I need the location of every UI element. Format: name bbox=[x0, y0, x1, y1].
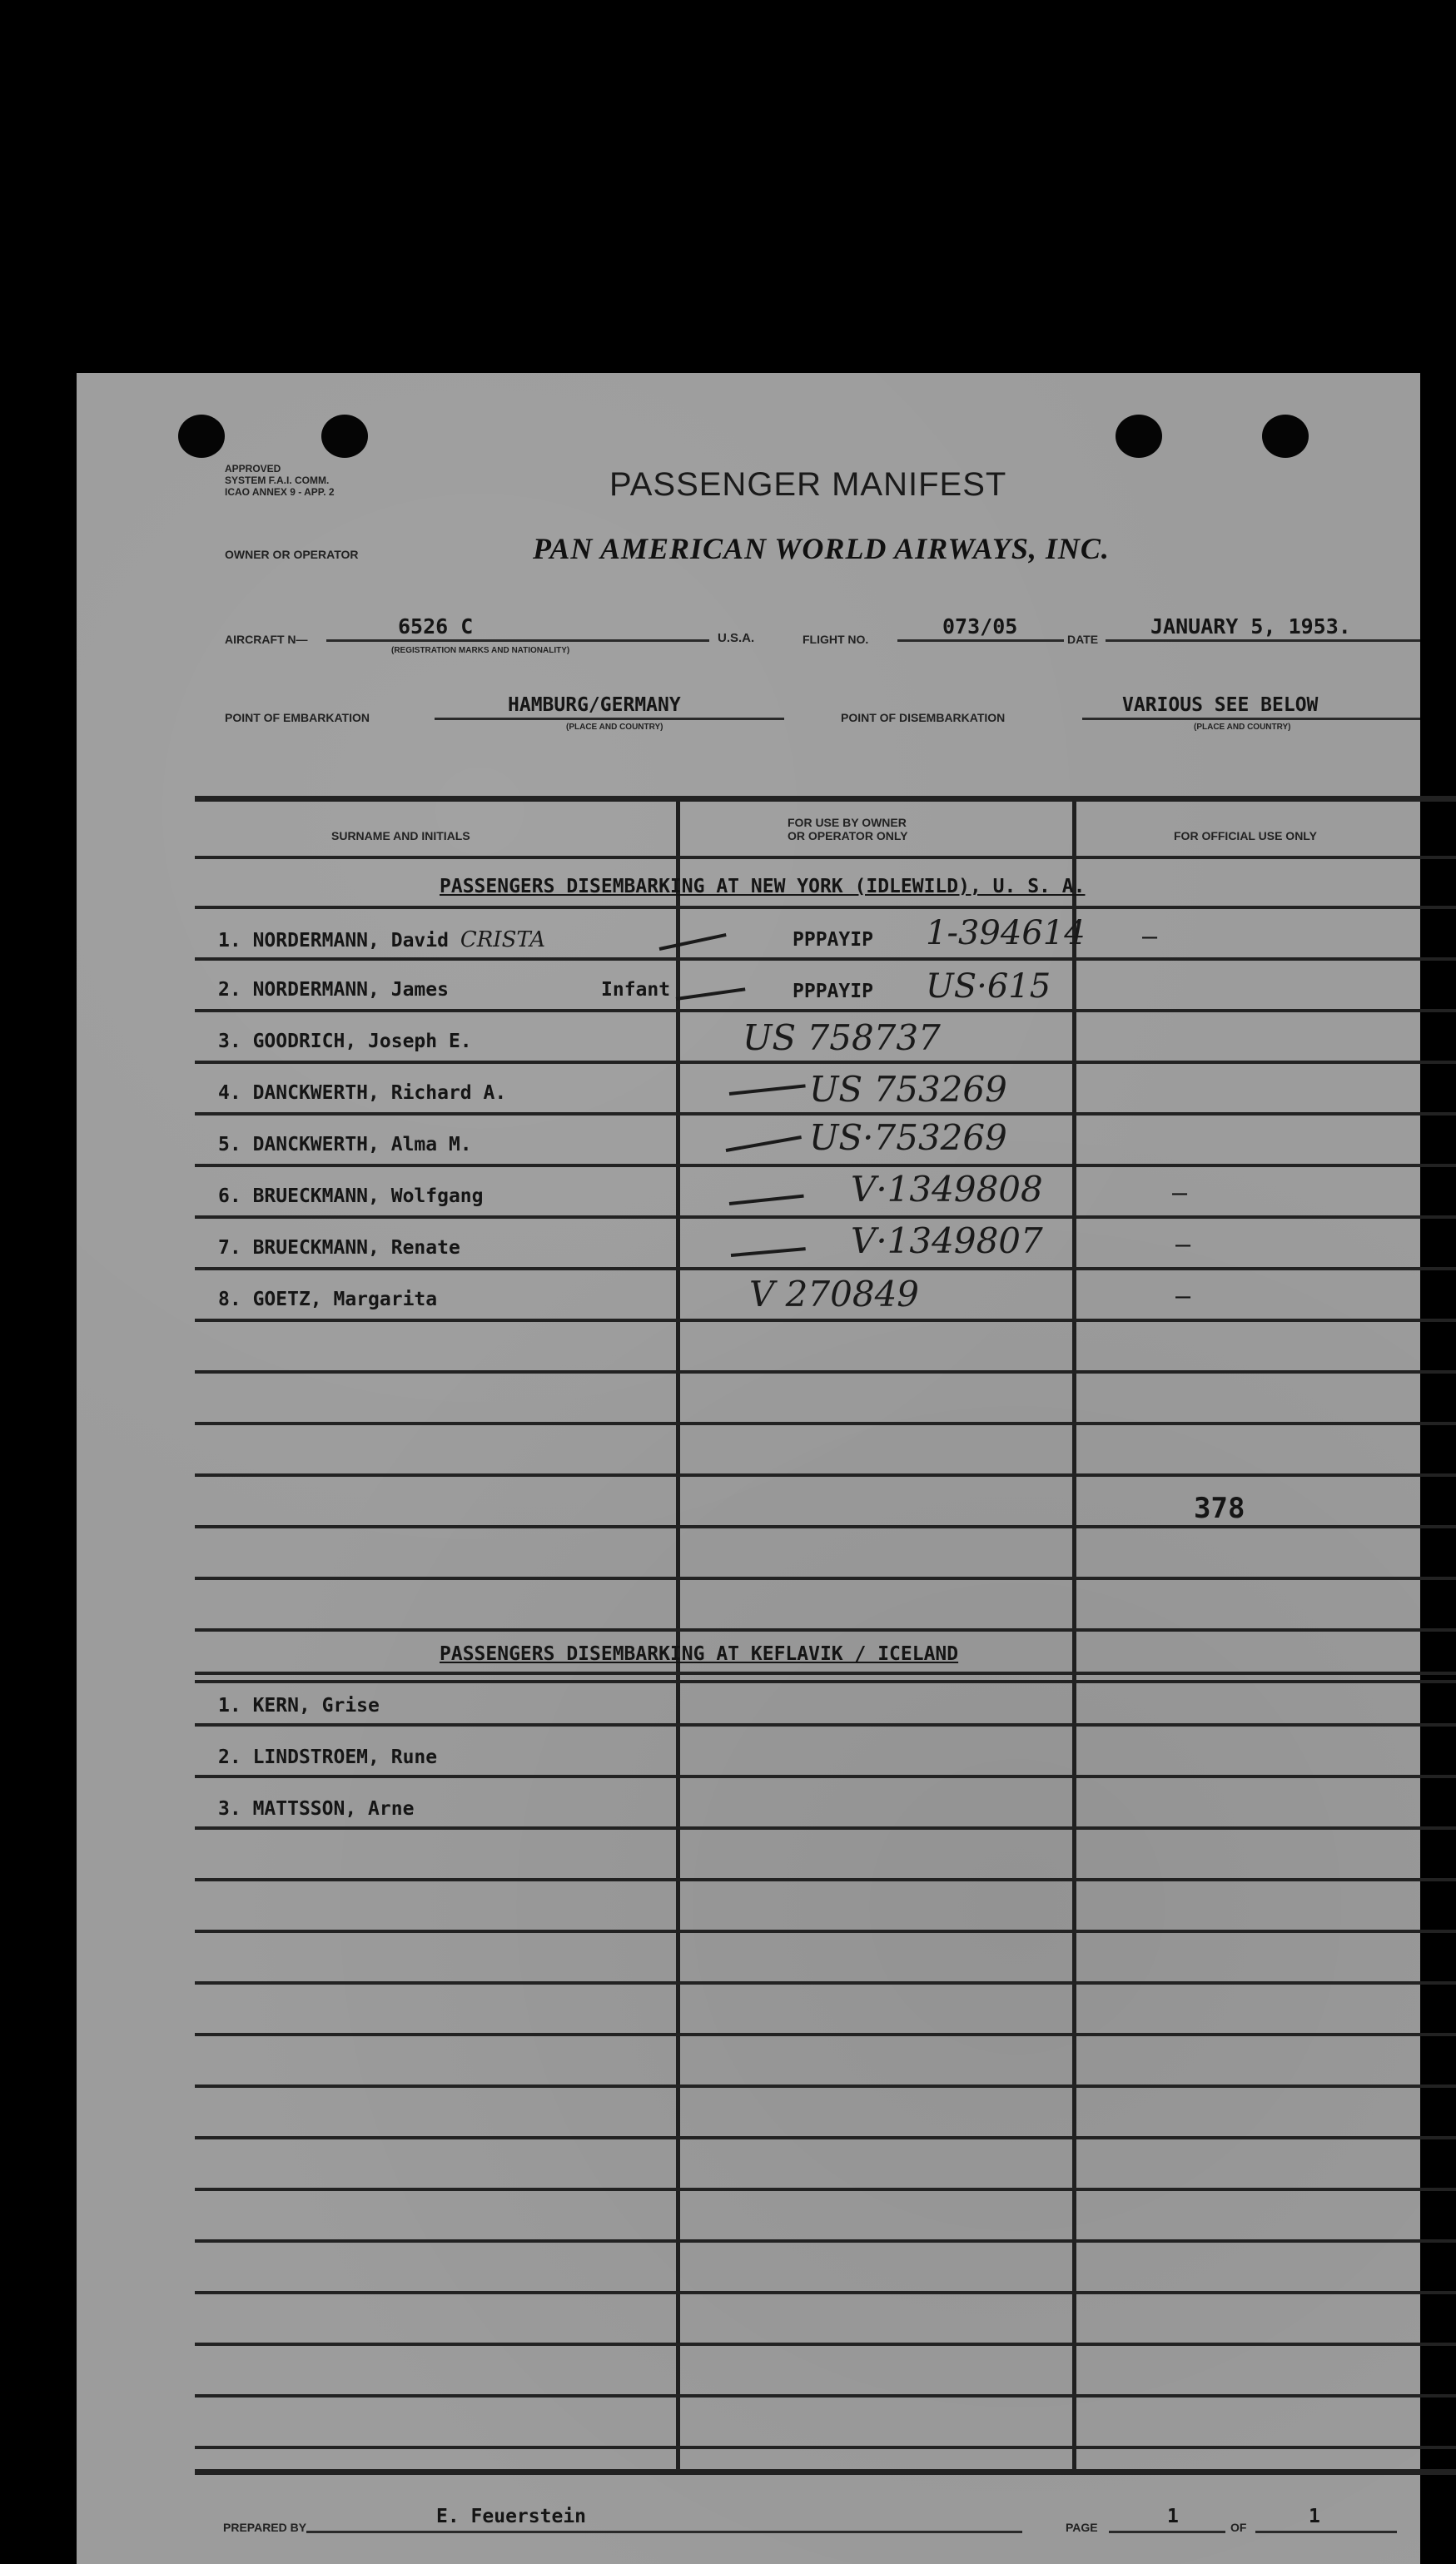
row-rule bbox=[195, 906, 1456, 909]
punch-hole-icon bbox=[321, 415, 368, 458]
embarkation-value: HAMBURG/GERMANY bbox=[508, 694, 681, 716]
passenger-document: V·1349807 bbox=[851, 1220, 1043, 1261]
aircraft-value: 6526 C bbox=[398, 614, 474, 639]
embarkation-underline bbox=[435, 718, 784, 720]
disembarkation-underline bbox=[1082, 718, 1420, 720]
page-value: 1 bbox=[1167, 2506, 1179, 2527]
flight-value: 073/05 bbox=[942, 614, 1018, 639]
passenger-name: LINDSTROEM, Rune bbox=[252, 1747, 438, 1768]
aircraft-caption: (REGISTRATION MARKS AND NATIONALITY) bbox=[391, 646, 570, 655]
passenger-code: PPPAYIP bbox=[793, 929, 873, 951]
list-item bbox=[218, 979, 449, 1001]
passenger-document: V·1349808 bbox=[851, 1169, 1043, 1210]
row-rule bbox=[195, 2394, 1456, 2398]
of-label: OF bbox=[1230, 2521, 1247, 2534]
stamp-number: 378 bbox=[1194, 1492, 1245, 1525]
disembarkation-label: POINT OF DISEMBARKATION bbox=[841, 711, 1006, 724]
row-rule bbox=[195, 1370, 1456, 1374]
row-rule bbox=[195, 1775, 1456, 1778]
list-item bbox=[218, 1289, 437, 1310]
approval-block bbox=[225, 463, 335, 498]
col-header-surname: SURNAME AND INITIALS bbox=[331, 829, 470, 842]
row-rule bbox=[195, 1267, 1456, 1270]
passenger-document: US 753269 bbox=[809, 1069, 1007, 1110]
list-item bbox=[218, 1798, 414, 1820]
approval-line-2: SYSTEM F.A.I. COMM. bbox=[225, 475, 330, 486]
passenger-number: 8. bbox=[218, 1289, 241, 1310]
punch-hole-icon bbox=[1116, 415, 1162, 458]
passenger-name: NORDERMANN, David bbox=[252, 930, 449, 952]
row-rule bbox=[195, 1061, 1456, 1064]
row-rule bbox=[195, 1981, 1456, 1985]
row-rule bbox=[195, 1164, 1456, 1167]
passenger-number: 6. bbox=[218, 1185, 241, 1207]
passenger-name: MATTSSON, Arne bbox=[252, 1798, 415, 1820]
row-rule bbox=[195, 2446, 1456, 2449]
of-underline bbox=[1255, 2531, 1397, 2533]
flight-underline bbox=[897, 639, 1064, 642]
table-top-rule bbox=[195, 796, 1456, 802]
list-item bbox=[218, 1695, 380, 1717]
passenger-document: V 270849 bbox=[749, 1274, 920, 1314]
passenger-extra: Infant bbox=[601, 979, 671, 1001]
row-rule bbox=[195, 1319, 1456, 1322]
official-mark: — bbox=[1175, 1282, 1191, 1311]
row-rule bbox=[195, 1672, 1456, 1675]
passenger-code: PPPAYIP bbox=[793, 981, 873, 1002]
passenger-document: US·753269 bbox=[809, 1117, 1007, 1158]
passenger-name: DANCKWERTH, Richard A. bbox=[252, 1082, 507, 1104]
approval-line-1: APPROVED bbox=[225, 463, 281, 475]
check-mark-icon bbox=[659, 933, 727, 951]
row-rule bbox=[195, 2033, 1456, 2036]
passenger-number: 3. bbox=[218, 1031, 241, 1052]
embarkation-label: POINT OF EMBARKATION bbox=[225, 711, 370, 724]
row-rule bbox=[195, 1826, 1456, 1830]
row-rule bbox=[195, 2188, 1456, 2191]
prepared-by-label: PREPARED BY bbox=[223, 2521, 307, 2534]
row-rule bbox=[195, 1723, 1456, 1727]
column-divider-2 bbox=[1072, 802, 1076, 2470]
passenger-name: BRUECKMANN, Renate bbox=[252, 1237, 460, 1259]
row-rule bbox=[195, 2239, 1456, 2243]
row-rule bbox=[195, 2291, 1456, 2294]
official-mark: — bbox=[1172, 1179, 1188, 1208]
row-rule bbox=[195, 1628, 1456, 1632]
list-item bbox=[218, 1747, 437, 1768]
row-rule bbox=[195, 2136, 1456, 2139]
page-underline bbox=[1109, 2531, 1225, 2533]
check-mark-icon bbox=[729, 1084, 806, 1096]
list-item bbox=[218, 1185, 484, 1207]
date-value: JANUARY 5, 1953. bbox=[1150, 614, 1351, 639]
date-underline bbox=[1106, 639, 1420, 642]
aircraft-underline bbox=[326, 639, 709, 642]
passenger-name: NORDERMANN, James bbox=[252, 979, 449, 1001]
passenger-name: GOETZ, Margarita bbox=[252, 1289, 438, 1310]
embarkation-caption: (PLACE AND COUNTRY) bbox=[566, 723, 663, 732]
col-header-owner-use-2: OR OPERATOR ONLY bbox=[788, 829, 908, 842]
row-rule bbox=[195, 2343, 1456, 2346]
operator-name: PAN AMERICAN WORLD AIRWAYS, INC. bbox=[533, 532, 1110, 565]
passenger-document: US 758737 bbox=[743, 1017, 941, 1058]
passenger-number: 2. bbox=[218, 1747, 241, 1768]
disembarkation-caption: (PLACE AND COUNTRY) bbox=[1194, 723, 1291, 732]
page-title: PASSENGER MANIFEST bbox=[609, 466, 1007, 503]
row-rule bbox=[195, 1930, 1456, 1933]
col-header-owner-use-1: FOR USE BY OWNER bbox=[788, 816, 907, 829]
manifest-sheet bbox=[77, 373, 1420, 2564]
table-bottom-rule bbox=[195, 2469, 1456, 2475]
prepared-by-underline bbox=[306, 2531, 1022, 2533]
passenger-name: GOODRICH, Joseph E. bbox=[252, 1031, 472, 1052]
row-rule bbox=[195, 1215, 1456, 1219]
country-label: U.S.A. bbox=[718, 631, 755, 645]
approval-line-3: ICAO ANNEX 9 - APP. 2 bbox=[225, 486, 335, 498]
aircraft-label: AIRCRAFT N— bbox=[225, 633, 308, 646]
row-rule bbox=[195, 1878, 1456, 1881]
punch-hole-icon bbox=[1262, 415, 1309, 458]
row-rule bbox=[195, 1525, 1456, 1528]
list-item bbox=[218, 927, 545, 952]
row-rule bbox=[195, 1473, 1456, 1477]
owner-label: OWNER OR OPERATOR bbox=[225, 548, 359, 561]
header-rule bbox=[195, 856, 1456, 859]
passenger-number: 2. bbox=[218, 979, 241, 1001]
page-label: PAGE bbox=[1066, 2521, 1098, 2534]
passenger-number: 1. bbox=[218, 930, 241, 952]
passenger-extra: CRISTA bbox=[460, 927, 546, 952]
official-mark: — bbox=[1142, 922, 1158, 952]
row-rule bbox=[195, 1680, 1456, 1683]
of-value: 1 bbox=[1309, 2506, 1320, 2527]
punch-hole-icon bbox=[178, 415, 225, 458]
check-mark-icon bbox=[729, 1195, 804, 1205]
row-rule bbox=[195, 1112, 1456, 1116]
passenger-document: US·615 bbox=[926, 967, 1051, 1006]
row-rule bbox=[195, 957, 1456, 961]
list-item bbox=[218, 1031, 472, 1052]
passenger-number: 3. bbox=[218, 1798, 241, 1820]
row-rule bbox=[195, 1577, 1456, 1580]
passenger-name: BRUECKMANN, Wolfgang bbox=[252, 1185, 484, 1207]
col-header-owner-use bbox=[788, 816, 907, 842]
passenger-number: 4. bbox=[218, 1082, 241, 1104]
check-mark-icon bbox=[676, 987, 746, 1001]
check-mark-icon bbox=[731, 1247, 806, 1257]
row-rule bbox=[195, 1422, 1456, 1425]
passenger-name: KERN, Grise bbox=[252, 1695, 380, 1717]
passenger-number: 5. bbox=[218, 1134, 241, 1155]
col-header-official: FOR OFFICIAL USE ONLY bbox=[1174, 829, 1317, 842]
row-rule bbox=[195, 1009, 1456, 1012]
check-mark-icon bbox=[726, 1135, 802, 1152]
official-mark: — bbox=[1175, 1230, 1191, 1260]
row-rule bbox=[195, 2084, 1456, 2088]
passenger-number: 1. bbox=[218, 1695, 241, 1717]
section-heading-new-york: PASSENGERS DISEMBARKING AT NEW YORK (IDLEWILD), U. S. A. bbox=[440, 876, 1086, 897]
list-item bbox=[218, 1082, 506, 1104]
passenger-name: DANCKWERTH, Alma M. bbox=[252, 1134, 472, 1155]
list-item bbox=[218, 1134, 472, 1155]
section-heading-keflavik: PASSENGERS DISEMBARKING AT KEFLAVIK / ICELAND bbox=[440, 1643, 959, 1665]
list-item bbox=[218, 1237, 460, 1259]
prepared-by-value: E. Feuerstein bbox=[436, 2506, 587, 2527]
disembarkation-value: VARIOUS SEE BELOW bbox=[1122, 694, 1319, 716]
passenger-document: 1-394614 bbox=[926, 914, 1086, 952]
column-divider-1 bbox=[676, 802, 680, 2470]
passenger-number: 7. bbox=[218, 1237, 241, 1259]
flight-label: FLIGHT NO. bbox=[803, 633, 869, 646]
date-label: DATE bbox=[1067, 633, 1099, 646]
